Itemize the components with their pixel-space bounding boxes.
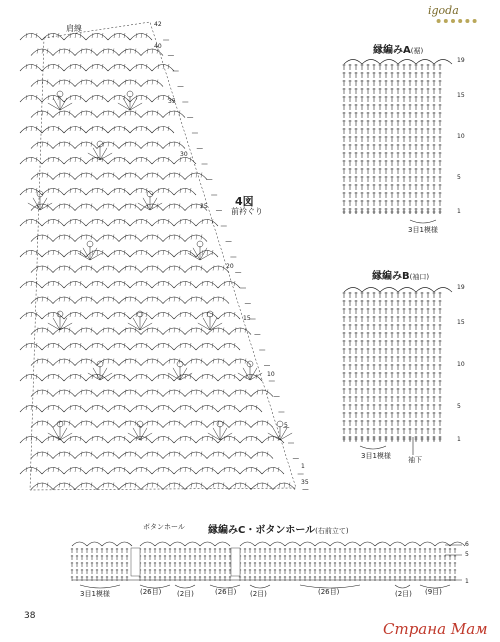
shell-stitch [53,142,75,149]
shell-stitch [31,421,53,428]
shell-stitch [119,328,141,335]
shell-stitch [64,158,86,165]
shell-stitch [31,359,53,366]
shell-stitch [108,65,130,72]
shell-stitch [75,328,97,335]
main-row-label: 35 [168,98,176,105]
shell-stitch [163,452,185,459]
shell-stitch [174,313,196,320]
shell-stitch [64,437,86,444]
shell-stitch [218,282,240,289]
shell-stitch [163,390,185,397]
shell-stitch [97,111,119,118]
shell-stitch [86,65,108,72]
shell-stitch [130,220,152,227]
shell-stitch [163,266,185,273]
shell-stitch [141,390,163,397]
chart-a-row-label: 1 [457,208,461,215]
shell-stitch [20,313,42,320]
shell-stitch [75,390,97,397]
shoulder-line-label: 肩線 [66,24,82,33]
shell-stitch [251,452,273,459]
shell-stitch [64,313,86,320]
shell-stitch [97,266,119,273]
shell-stitch [185,266,207,273]
chart-c-bottom-label: (26目) [140,588,162,596]
shell-stitch [130,158,152,165]
shell-stitch [75,235,97,242]
shell-stitch [86,34,108,41]
chart-a-row-label: 19 [457,57,465,64]
shell-stitch [31,204,53,211]
shell-stitch [185,421,207,428]
shell-stitch [31,49,53,56]
shell-stitch [108,220,130,227]
shell-stitch [86,344,108,351]
shell-stitch [53,297,75,304]
shell-stitch [64,406,86,413]
shell-stitch [240,437,262,444]
shell-stitch [86,406,108,413]
chart-b-row-label: 5 [457,403,461,410]
page-number: 38 [24,611,36,621]
shell-stitch [20,251,42,258]
shell-stitch [130,468,152,475]
shell-stitch [31,328,53,335]
shell-stitch [130,406,152,413]
shell-stitch [42,220,64,227]
chart-a-title: 縁編みA(裾) [373,45,424,56]
shell-stitch [42,282,64,289]
shell-stitch [240,468,262,475]
shell-stitch [75,483,97,490]
chart-b-row-label: 15 [457,319,465,326]
main-row-label: 10 [267,371,275,378]
shell-stitch [42,65,64,72]
shell-stitch [196,282,218,289]
main-row-label: 35 [301,479,309,486]
shell-stitch [64,344,86,351]
shell-stitch [53,173,75,180]
shell-stitch [31,483,53,490]
shell-stitch [163,142,185,149]
shell-stitch [75,266,97,273]
shell-stitch [196,406,218,413]
shell-stitch [185,328,207,335]
shell-stitch [75,297,97,304]
shell-stitch [97,452,119,459]
shell-stitch [86,468,108,475]
shell-stitch [20,406,42,413]
shell-stitch [152,189,174,196]
shell-stitch [141,359,163,366]
shell-stitch [196,375,218,382]
shell-stitch [163,204,185,211]
shell-stitch [141,204,163,211]
shell-stitch [86,313,108,320]
shell-stitch [163,328,185,335]
shell-stitch [119,297,141,304]
shell-stitch [174,344,196,351]
shell-stitch [119,235,141,242]
shell-stitch [152,158,174,165]
shell-stitch [119,111,141,118]
shell-stitch [174,437,196,444]
shell-stitch [130,189,152,196]
shell-stitch [185,452,207,459]
shell-stitch [42,406,64,413]
shell-stitch [108,375,130,382]
shell-stitch [64,220,86,227]
shell-stitch [53,328,75,335]
shell-stitch [229,421,251,428]
shell-stitch [86,375,108,382]
shell-stitch [196,220,218,227]
shell-stitch [31,173,53,180]
shell-stitch [31,266,53,273]
shell-stitch [53,452,75,459]
chart-b-underarm-label: 袖下 [408,456,422,464]
chart-c-bottom-label: (2目) [177,590,194,598]
shell-stitch [119,142,141,149]
shell-stitch [20,437,42,444]
shell-stitch [64,65,86,72]
shell-stitch [141,173,163,180]
shell-stitch [64,189,86,196]
shell-stitch [207,359,229,366]
shell-stitch [97,483,119,490]
shell-stitch [75,421,97,428]
shell-stitch [119,80,141,87]
shell-stitch [152,313,174,320]
main-row-label: 5 [284,422,288,429]
chart-b-repeat-label: 3目1模様 [361,452,391,460]
shell-stitch [86,282,108,289]
shell-stitch [207,328,229,335]
shell-stitch [64,375,86,382]
shell-stitch [152,344,174,351]
shell-stitch [119,359,141,366]
shell-stitch [53,204,75,211]
shell-stitch [130,65,152,72]
shell-stitch [207,452,229,459]
shell-stitch [152,406,174,413]
shell-stitch [86,127,108,134]
shell-stitch [174,468,196,475]
shell-stitch [196,468,218,475]
shell-stitch [152,127,174,134]
shell-stitch [141,266,163,273]
shell-stitch [53,390,75,397]
main-row-label: 42 [154,21,162,28]
shell-stitch [174,282,196,289]
shell-stitch [229,483,251,490]
shell-stitch [53,359,75,366]
shell-stitch [53,421,75,428]
buttonhole-label: ボタンホール [143,523,185,531]
shell-stitch [152,437,174,444]
shell-stitch [152,220,174,227]
shell-stitch [152,65,174,72]
chart-c-row-label: 1 [465,578,469,585]
shell-stitch [273,483,295,490]
shell-stitch [229,452,251,459]
shell-stitch [97,80,119,87]
shell-stitch [119,390,141,397]
shell-stitch [141,297,163,304]
shell-stitch [64,34,86,41]
shell-stitch [152,282,174,289]
shell-stitch [141,80,163,87]
chart-c-row-label: 6 [465,541,469,548]
shell-stitch [20,220,42,227]
chart-c-bottom-label: (9目) [425,588,442,596]
shell-stitch [174,189,196,196]
shell-stitch [31,390,53,397]
shell-stitch [97,204,119,211]
shell-stitch [97,421,119,428]
shell-stitch [86,189,108,196]
shell-stitch [240,375,262,382]
figure-title: 4図 [235,195,254,208]
shell-stitch [75,111,97,118]
chart-c-row-label: 5 [465,551,469,558]
shell-stitch [218,406,240,413]
shell-stitch [31,235,53,242]
shell-stitch [75,204,97,211]
shell-stitch [53,235,75,242]
shell-stitch [185,390,207,397]
shell-stitch [163,297,185,304]
shell-stitch [108,313,130,320]
chart-c-bottom-label: (26目) [215,588,237,596]
shell-stitch [152,251,174,258]
shell-stitch [141,421,163,428]
shell-stitch [218,313,240,320]
shell-stitch [108,251,130,258]
shell-stitch [108,189,130,196]
chart-a-repeat-label: 3目1模様 [408,226,438,234]
shell-stitch [152,375,174,382]
shell-stitch [42,189,64,196]
shell-stitch [64,127,86,134]
shell-stitch [108,96,130,103]
shell-stitch [42,158,64,165]
shell-stitch [130,282,152,289]
shell-stitch [75,142,97,149]
shell-stitch [141,483,163,490]
shell-stitch [20,127,42,134]
shell-stitch [42,468,64,475]
shell-stitch [75,173,97,180]
chart-b-title: 縁編みB(袖口) [372,271,430,282]
shell-stitch [75,49,97,56]
shell-stitch [20,34,42,41]
shell-stitch [20,158,42,165]
shell-stitch [163,173,185,180]
shell-stitch [97,297,119,304]
shell-stitch [97,173,119,180]
shell-stitch [207,297,229,304]
shell-stitch [185,483,207,490]
shell-stitch [75,452,97,459]
chart-c-bottom-label: 3目1模様 [80,590,110,598]
shell-stitch [119,266,141,273]
shell-stitch [119,173,141,180]
main-row-label: 20 [226,263,234,270]
shell-stitch [218,344,240,351]
shell-stitch [262,468,284,475]
shell-stitch [20,282,42,289]
shell-stitch [119,483,141,490]
shell-stitch [64,96,86,103]
chart-b-row-label: 10 [457,361,465,368]
chart-a-row-label: 15 [457,92,465,99]
shell-stitch [185,173,207,180]
shell-stitch [130,127,152,134]
shell-stitch [196,344,218,351]
shell-stitch [20,468,42,475]
shell-stitch [141,452,163,459]
shell-stitch [64,282,86,289]
shell-stitch [108,127,130,134]
shell-stitch [119,452,141,459]
shell-stitch [31,452,53,459]
shell-stitch [97,142,119,149]
shell-stitch [251,421,273,428]
shell-stitch [86,220,108,227]
shell-stitch [53,111,75,118]
shell-stitch [163,359,185,366]
shell-stitch [64,468,86,475]
shell-stitch [31,142,53,149]
shell-stitch [42,96,64,103]
shell-stitch [31,80,53,87]
shell-stitch [75,80,97,87]
shell-stitch [163,111,185,118]
shell-stitch [130,34,152,41]
shell-stitch [207,390,229,397]
chart-c-bottom-label: (26目) [318,588,340,596]
chart-c-bottom-label: (2目) [395,590,412,598]
main-row-label: 1 [301,463,305,470]
shell-stitch [185,297,207,304]
shell-stitch [108,437,130,444]
shell-stitch [141,142,163,149]
shell-stitch [240,406,262,413]
shell-stitch [185,359,207,366]
shell-stitch [108,406,130,413]
shell-stitch [119,49,141,56]
brand-logo: igoda [428,4,459,17]
chart-c-title: 縁編みC・ボタンホール(右前立て) [208,525,349,536]
shell-stitch [130,251,152,258]
shell-stitch [196,437,218,444]
shell-stitch [97,49,119,56]
shell-stitch [20,189,42,196]
shell-stitch [20,375,42,382]
shell-stitch [20,344,42,351]
shell-stitch [218,375,240,382]
shell-stitch [251,390,273,397]
shell-stitch [218,468,240,475]
shell-stitch [53,483,75,490]
shell-stitch [97,390,119,397]
chart-a-row-label: 10 [457,133,465,140]
main-row-label: 30 [180,151,188,158]
shell-stitch [141,328,163,335]
chart-a-row-label: 5 [457,174,461,181]
shell-stitch [130,437,152,444]
shell-stitch [174,158,196,165]
shell-stitch [130,375,152,382]
shell-stitch [174,220,196,227]
shell-stitch [163,421,185,428]
shell-stitch [75,359,97,366]
shell-stitch [31,297,53,304]
shell-stitch [229,390,251,397]
shell-stitch [163,483,185,490]
shell-stitch [97,235,119,242]
shell-stitch [163,235,185,242]
shell-stitch [108,282,130,289]
chart-c-bottom-label: (2目) [250,590,267,598]
shell-stitch [42,251,64,258]
figure-subtitle: 前衿ぐり [231,207,263,216]
shell-stitch [119,204,141,211]
shell-stitch [86,437,108,444]
main-row-label: 15 [243,315,251,322]
shell-stitch [108,468,130,475]
shell-stitch [42,127,64,134]
shell-stitch [108,158,130,165]
shell-stitch [31,111,53,118]
shell-stitch [130,96,152,103]
shell-stitch [53,80,75,87]
shell-stitch [53,49,75,56]
chart-b-row-label: 1 [457,436,461,443]
shell-stitch [141,235,163,242]
shell-stitch [108,34,130,41]
shell-stitch [141,111,163,118]
shell-stitch [185,235,207,242]
watermark: Страна Мам [383,620,488,638]
chart-b-row-label: 19 [457,284,465,291]
shell-stitch [20,96,42,103]
shell-stitch [53,266,75,273]
shell-stitch [152,468,174,475]
main-row-label: 40 [154,43,162,50]
shell-stitch [42,375,64,382]
shell-stitch [174,406,196,413]
shell-stitch [97,328,119,335]
shell-stitch [97,359,119,366]
shell-stitch [20,65,42,72]
shell-stitch [108,344,130,351]
shell-stitch [86,96,108,103]
shell-stitch [130,344,152,351]
shell-stitch [42,344,64,351]
main-row-label: 25 [200,203,208,210]
